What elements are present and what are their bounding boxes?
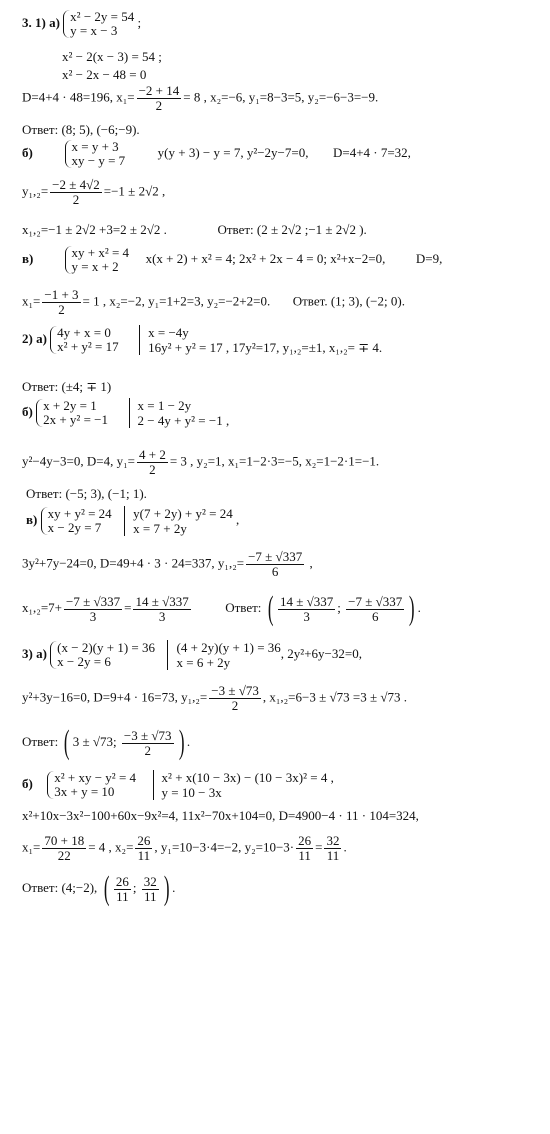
substitution-2: x² − 2x − 48 = 0 [62,67,147,82]
system-1a: x² − 2y = 54 y = x − 3 [63,10,134,38]
system-2v: xy + y² = 24 x − 2y = 7 [41,507,112,535]
system-2a: 4y + x = 0 x² + y² = 17 [50,326,118,354]
answer-3b: Ответ: (4;−2), ( $\frac{26}{11}$ ; $\frac{32}{11}$ ) . [22,870,176,907]
substitution-2a: x = −4y 16y² + y² = 17 , 17y²=17, y₁,₂=±1, x₁,₂= ∓ 4. [139,325,382,355]
task-2b: б) x + 2y = 1 2x + y² = −1 x = 1 − 2y 2 − 4y + y² = −1 , [22,398,230,428]
discriminant-2v: 3y²+7y−24=0, D=49+4 · 3 · 24=337, y₁,₂= $\frac{-7 \pm √337}{6}$ , [22,549,313,579]
substitution-2b: x = 1 − 2y 2 − 4y + y² = −1 , [129,398,230,428]
substitution-3b: x² + x(10 − 3x) − (10 − 3x)² = 4 , y = 10 − 3x [153,770,334,800]
answer-2v: Ответ: ( $\frac{14 \pm √337}{3}$ ; $\frac{-7 \pm √337}{6}$ ) . [225,590,421,627]
task-2v: в) xy + y² = 24 x − 2y = 7 y(7 + 2y) + y² = 24 x = 7 + 2y , [26,506,240,536]
x-roots-1b: x₁,₂=−1 ± 2√2 +3=2 ± 2√2 . Ответ: (2 ± 2√2 ;−1 ± 2√2 ). [22,222,367,237]
substitution-1: x² − 2(x − 3) = 54 ; [62,49,162,64]
roots-3a: y²+3y−16=0, D=9+4 · 16=73, y₁,₂= $\frac{-3 \pm √73}{2}$ , x₁,₂=6−3 ± √73 =3 ± √73 . [22,683,407,713]
task-1v: в) xy + x² = 4 y = x + 2 x(x + 2) + x² = 4; 2x² + 2x − 4 = 0; x²+x−2=0, D=9, [22,245,443,274]
roots-1v: x₁= $\frac{-1 + 3}{2}$ = 1 , x₂=−2, y₁=1+2=3, y₂=−2+2=0. Ответ. (1; 3), (−2; 0). [22,287,405,317]
system-2b: x + 2y = 1 2x + y² = −1 [36,399,108,427]
substitution-3a: (4 + 2y)(y + 1) = 36 x = 6 + 2y [167,640,280,670]
answer-3a: Ответ: ( 3 ± √73; $\frac{-3 \pm √73}{2}$ ) . [22,724,191,761]
roots-2b: y²−4y−3=0, D=4, y₁= $\frac{4 + 2}{2}$ = 3 , y₂=1, x₁=1−2·3=−5, x₂=1−2·1=−1. [22,447,380,477]
system-3a: (x − 2)(y + 1) = 36 x − 2y = 6 [50,641,155,669]
task-1b: б) x = y + 3 xy − y = 7 y(y + 3) − y = 7, y²−2y−7=0, D=4+4 · 7=32, [22,139,411,168]
task-2a: 2) а) 4y + x = 0 x² + y² = 17 x = −4y 16y² + y² = 17 , 17y²=17, y₁,₂=±1, x₁,₂= ∓ 4. [22,325,383,355]
task-number: 3. 1) а) [22,14,60,30]
task-1a: 3. 1) а) x² − 2y = 54 y = x − 3 ; [22,9,142,38]
fraction: $\frac{-2 + 14}{2}$ [138,83,180,113]
system-1v: xy + x² = 4 y = x + 2 [65,246,130,274]
x-roots-2v: x₁,₂=7+ $\frac{-7 \pm √337}{3}$ = $\frac{14 \pm √337}{3}$ Ответ: ( $\frac{14 \pm √337}{3}$ ; $\frac{-7 \pm √337}{6}$ ) . [22,590,421,627]
answer-1v: Ответ. (1; 3), (−2; 0). [292,293,405,309]
answer-1a: Ответ: (8; 5), (−6;−9). [22,122,140,137]
answer-2b: Ответ: (−5; 3), (−1; 1). [26,486,147,501]
system-1b: x = y + 3 xy − y = 7 [65,140,126,168]
task-3b: б) x² + xy − y² = 4 3x + y = 10 x² + x(10 − 3x) − (10 − 3x)² = 4 , y = 10 − 3x [22,770,334,800]
answer-2a: Ответ: (±4; ∓ 1) [22,379,112,394]
roots-3b: x₁= $\frac{70 + 18}{22}$ = 4 , x₂= $\frac{26}{11}$ , y₁=10−3·4=−2, y₂=10−3· $\frac{26}{11}$ = $\frac{32}{11}$ . [22,833,347,863]
substitution-2v: y(7 + 2y) + y² = 24 x = 7 + 2y [124,506,233,536]
discriminant-1a: D=4+4 · 48=196, x₁= $\frac{-2 + 14}{2}$ = 8 , x₂=−6, y₁=8−3=5, y₂=−6−3=−9. [22,83,379,113]
task-3a: 3) а) (x − 2)(y + 1) = 36 x − 2y = 6 (4 + 2y)(y + 1) = 36 x = 6 + 2y , 2y²+6y−32=0, [22,640,362,670]
system-3b: x² + xy − y² = 4 3x + y = 10 [47,771,136,799]
roots-1b: y₁,₂= $\frac{-2 \pm 4√2}{2}$ =−1 ± 2√2 , [22,177,166,207]
answer-1b: Ответ: (2 ± 2√2 ;−1 ± 2√2 ). [217,222,367,237]
expansion-3b: x²+10x−3x²−100+60x−9x²=4, 11x²−70x+104=0, D=4900−4 · 11 · 104=324, [22,808,419,823]
